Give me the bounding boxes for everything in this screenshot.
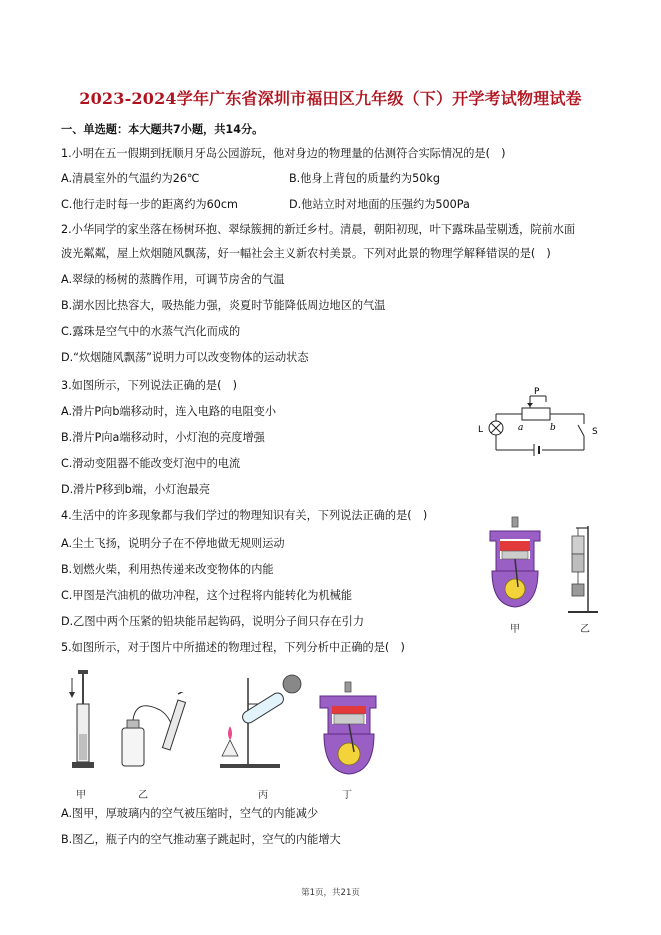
question-3-option-b: B.滑片P向a端移动时，小灯泡的亮度增强: [61, 431, 265, 444]
question-5-option-b: B.图乙，瓶子内的空气推动塞子跳起时，空气的内能增大: [61, 833, 341, 846]
question-2-stem-line1: 2.小华同学的家坐落在杨树环抱、翠绿簇拥的新迁乡村。清晨，朝阳初现，叶下露珠晶莹剔透，院前水面: [61, 223, 576, 236]
label-b: b: [550, 423, 556, 433]
question-2-option-c: C.露珠是空气中的水蒸气汽化而成的: [61, 325, 241, 338]
question-2-option-d: D.“炊烟随风飘荡”说明力可以改变物体的运动状态: [61, 351, 309, 364]
page-footer: 第1页，共21页: [301, 888, 360, 898]
question-4-option-a: A.尘土飞扬，说明分子在不停地做无规则运动: [61, 537, 285, 550]
question-5-option-a: A.图甲，厚玻璃内的空气被压缩时，空气的内能减少: [61, 807, 319, 820]
label-S: S: [592, 427, 598, 437]
question-4-option-d: D.乙图中两个压紧的铅块能吊起钩码，说明分子间只存在引力: [61, 615, 365, 628]
q5-figure-label-bing: 丙: [258, 790, 268, 801]
q5-figure-label-jia: 甲: [76, 790, 86, 801]
q5-figure-label-yi: 乙: [138, 790, 148, 801]
question-3-option-d: D.滑片P移到b端，小灯泡最亮: [61, 483, 211, 496]
question-2-stem-line2: 波光粼粼，屋上炊烟随风飘荡，好一幅社会主义新农村美景。下列对此景的物理学解释错误的是( ): [61, 247, 551, 260]
question-4-stem: 4.生活中的许多现象都与我们学过的物理知识有关，下列说法正确的是( ): [61, 509, 428, 522]
question-1-option-c: C.他行走时每一步的距离约为60cm: [61, 198, 238, 211]
question-4-option-b: B.划燃火柴，利用热传递来改变物体的内能: [61, 563, 274, 576]
label-P: P: [534, 387, 540, 397]
question-1-option-d: D.他站立时对地面的压强约为500Pa: [289, 198, 470, 211]
rheostat-resistor: [522, 408, 550, 420]
section-heading: 一、单选题：本大题共7小题，共14分。: [61, 123, 264, 136]
engine-diagram-ding: [314, 680, 384, 780]
question-1-stem: 1.小明在五一假期到抚顺月牙岛公园游玩，他对身边的物理量的估测符合实际情况的是( ): [61, 147, 506, 160]
page-title: 2023-2024学年广东省深圳市福田区九年级（下）开学考试物理试卷: [79, 89, 582, 108]
question-1-option-b: B.他身上背包的质量约为50kg: [289, 172, 440, 185]
label-L: L: [478, 425, 484, 435]
question-3-option-c: C.滑动变阻器不能改变灯泡中的电流: [61, 457, 241, 470]
question-3-stem: 3.如图所示，下列说法正确的是( ): [61, 379, 238, 392]
figure-label-jia: 甲: [510, 624, 520, 635]
label-a: a: [518, 423, 524, 433]
question-4-option-c: C.甲图是汽油机的做功冲程，这个过程将内能转化为机械能: [61, 589, 353, 602]
compression-cylinder-jia: [62, 664, 102, 774]
engine-diagram-jia: [484, 515, 546, 615]
question-3-option-a: A.滑片P向b端移动时，连入电路的电阻变小: [61, 405, 277, 418]
question-2-option-b: B.湖水因比热容大，吸热能力强，炎夏时节能降低周边地区的气温: [61, 299, 386, 312]
question-2-option-a: A.翠绿的杨树的蒸腾作用，可调节房舍的气温: [61, 273, 285, 286]
bottle-pump-yi: [116, 692, 196, 772]
question-1-option-a: A.清晨室外的气温约为26℃: [61, 172, 200, 185]
question-5-stem: 5.如图所示，对于图片中所描述的物理过程，下列分析中正确的是( ): [61, 641, 405, 654]
q5-figure-label-ding: 丁: [342, 790, 352, 801]
test-tube-heating-bing: [200, 664, 310, 774]
lead-blocks-diagram-yi: [562, 522, 602, 618]
slider-arrow: [527, 403, 533, 407]
circuit-diagram: [468, 384, 618, 464]
figure-label-yi: 乙: [580, 624, 590, 635]
